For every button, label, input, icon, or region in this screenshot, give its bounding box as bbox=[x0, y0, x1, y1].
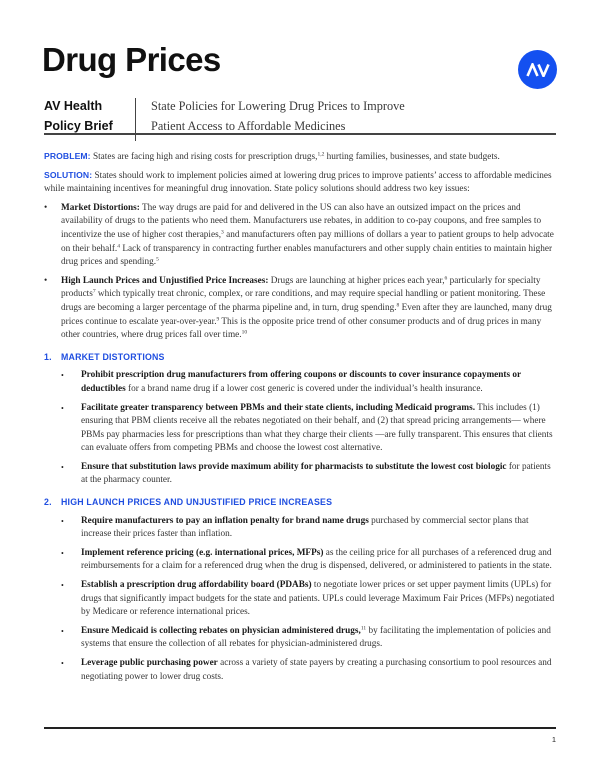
recommendation-text: for a brand name drug if a lower cost generic is covered under the individual’s health insurance. bbox=[125, 383, 483, 394]
issue-text: Lack of transparency in contracting further enables manufacturers and other supply chain entities to maintain higher drug prices and spending. bbox=[61, 243, 553, 268]
recommendation-item bbox=[61, 369, 558, 396]
problem-text-cont: hurting families, businesses, and state budgets. bbox=[324, 152, 500, 162]
problem-tag: PROBLEM: bbox=[44, 151, 91, 161]
recommendation-title: Ensure that substitution laws provide maximum ability for pharmacists to substitute the lowest cost biologic bbox=[81, 461, 507, 472]
section-heading-market-distortions bbox=[44, 351, 558, 365]
recommendation-item bbox=[61, 547, 558, 574]
footnote-ref[interactable]: 11 bbox=[360, 625, 367, 632]
problem-statement bbox=[44, 150, 558, 165]
recommendation-item bbox=[61, 515, 558, 542]
issue-title: Market Distortions: bbox=[61, 202, 140, 213]
recommendation-text: This includes (1) ensuring that PBM clients receive all the rebates negotiated on their behalf, and (2) that spread pricing arrangements— where PBMs pay pharmacies less for prescriptions than what they charge their clients —are fully transparent. This ensures that clients can evaluate offers from competing PBMs and choose the lowest cost alternative. bbox=[81, 402, 553, 454]
subtitle-line1: State Policies for Lowering Drug Prices to Improve bbox=[151, 99, 405, 113]
footnote-ref[interactable]: 5 bbox=[156, 256, 159, 263]
issue-text: and manufacturers often pay millions of dollars a year to patient groups to help advocate on their behalf. bbox=[61, 229, 554, 254]
recommendation-item bbox=[61, 461, 558, 488]
issue-text: Drugs are launching at higher prices each year, bbox=[268, 275, 445, 286]
key-issues-list bbox=[44, 202, 558, 343]
footnote-ref[interactable]: 10 bbox=[241, 329, 248, 336]
recommendation-text: purchased by commercial sector plans that increase their prices faster than inflation. bbox=[81, 515, 529, 540]
recommendation-title: Leverage public purchasing power bbox=[81, 658, 218, 668]
recommendation-title: Implement reference pricing (e.g. international prices, MFPs) bbox=[81, 547, 324, 558]
recommendation-item bbox=[61, 579, 558, 620]
recommendation-title: Facilitate greater transparency between PBMs and their state clients, including Medicaid programs. bbox=[81, 402, 476, 413]
av-logo bbox=[518, 50, 557, 89]
recommendation-text: across a variety of state payers by creating a purchasing consortium to pool resources and negotiating power to lower drug costs. bbox=[81, 658, 552, 682]
recommendation-text: as the ceiling price for all purchases of a referenced drug and reimbursements for a claim for a referenced drug when the drug is dispensed, delivered, or administered to patients in the state. bbox=[81, 547, 552, 572]
solution-text: States should work to implement policies aimed at lowering drug prices to improve patients’ access to affordable medicines while maintaining incentives for meaningful drug innovation. State policy solutions should address two key issues: bbox=[44, 170, 552, 195]
footnote-ref[interactable]: 4 bbox=[117, 243, 120, 250]
section-number: 2. bbox=[44, 497, 52, 508]
footnote-ref[interactable]: 7 bbox=[92, 288, 96, 295]
section-title: MARKET DISTORTIONS bbox=[61, 351, 165, 362]
page-subtitle bbox=[151, 96, 405, 136]
recommendation-text: by facilitating the implementation of policies and systems that ensure the collection of all rebates for physician-administered drugs. bbox=[81, 625, 551, 650]
subtitle-line2: Patient Access to Affordable Medicines bbox=[151, 119, 346, 133]
footnote-ref[interactable]: 1,2 bbox=[317, 151, 325, 158]
issue-title: High Launch Prices and Unjustified Price Increases: bbox=[61, 275, 269, 286]
section-2-recommendations bbox=[61, 515, 558, 685]
brief-label-line2: Policy Brief bbox=[44, 119, 113, 133]
section-1-recommendations bbox=[61, 369, 558, 488]
issue-text: which typically treat chronic, complex, or rare conditions, and may require special handling or patient monitoring. These drugs are becoming a larger percentage of the pharma pipeline and, in turn, drug spending. bbox=[61, 289, 546, 313]
footnote-ref[interactable]: 9 bbox=[216, 316, 220, 323]
brief-body bbox=[44, 150, 558, 689]
recommendation-title: Ensure Medicaid is collecting rebates on physician administered drugs, bbox=[81, 625, 361, 636]
recommendation-text: to negotiate lower prices or set upper payment limits (UPLs) for drugs that significantly impact budgets for the state and patients. UPLs could leverage Maximum Fair Prices (MFPs) negotiated by Medicare or reference international prices. bbox=[81, 580, 555, 618]
brief-label bbox=[44, 96, 134, 136]
footnote-ref[interactable]: 6 bbox=[444, 275, 448, 282]
recommendation-item bbox=[61, 625, 558, 652]
footer-rule bbox=[44, 727, 556, 729]
recommendation-item bbox=[61, 657, 558, 684]
footnote-ref[interactable]: 3 bbox=[221, 229, 224, 236]
footnote-ref[interactable]: 8 bbox=[396, 302, 400, 309]
section-heading-high-launch-prices bbox=[44, 496, 558, 510]
av-logo-icon bbox=[526, 63, 550, 77]
recommendation-text: for patients at the pharmacy counter. bbox=[81, 461, 551, 486]
brief-label-line1: AV Health bbox=[44, 99, 103, 113]
issue-text: This is the opposite price trend of other consumer products and of drug prices in many other countries, where drug prices fall over time. bbox=[61, 316, 542, 341]
problem-text: States are facing high and rising costs for prescription drugs, bbox=[90, 152, 318, 162]
page-title: Drug Prices bbox=[42, 41, 221, 78]
issue-high-launch-prices bbox=[44, 275, 558, 343]
issue-text: particularly for specialty products bbox=[61, 275, 541, 300]
recommendation-title: Require manufacturers to pay an inflation penalty for brand name drugs bbox=[81, 515, 369, 526]
header-rule bbox=[44, 133, 556, 135]
section-number: 1. bbox=[44, 351, 52, 362]
issue-market-distortions bbox=[44, 202, 558, 270]
page-number: 1 bbox=[551, 735, 556, 744]
section-title: HIGH LAUNCH PRICES AND UNJUSTIFIED PRICE INCREASES bbox=[61, 497, 333, 508]
issue-text: The way drugs are paid for and delivered in the US can also have an outsized impact on the prices and availability of drugs to the patients who need them. Manufacturers use rebates, in addition to co-pay coupons, and free samples to incentivize the use of higher cost therapies, bbox=[61, 202, 542, 240]
recommendation-title: Establish a prescription drug affordability board (PDABs) bbox=[81, 580, 312, 591]
issue-text: Even after they are launched, many drug prices continue to escalate year-over-year. bbox=[61, 302, 552, 327]
solution-tag: SOLUTION: bbox=[44, 169, 93, 180]
recommendation-title: Prohibit prescription drug manufacturers from offering coupons or discounts to cover insurance copayments or deductibles bbox=[81, 370, 521, 394]
solution-statement bbox=[44, 169, 558, 197]
recommendation-item bbox=[61, 402, 558, 456]
